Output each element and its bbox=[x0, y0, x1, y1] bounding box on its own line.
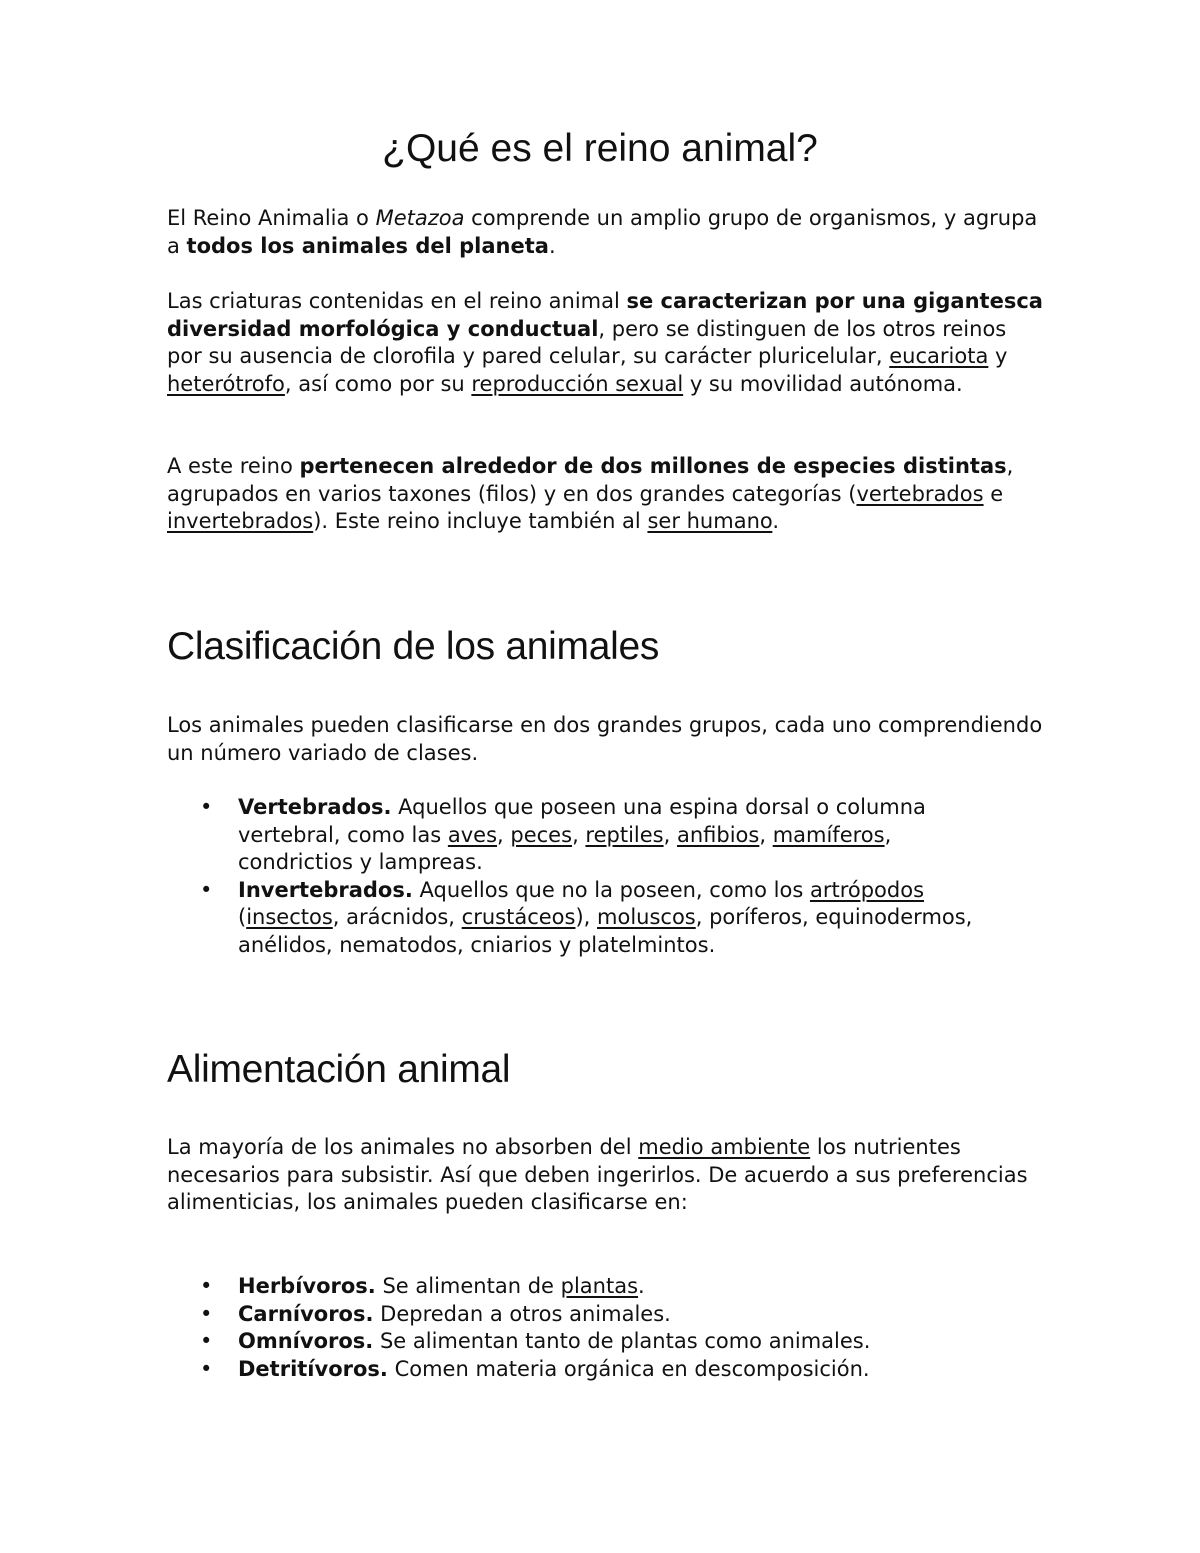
link-artropodos[interactable]: artrópodos bbox=[809, 877, 925, 902]
text: y su movilidad autónoma. bbox=[683, 371, 963, 396]
text: , condrictios y lampreas. bbox=[238, 822, 892, 874]
link-vertebrados[interactable]: vertebrados bbox=[856, 481, 984, 506]
text: , poríferos, equinodermos, anélidos, nematodos, cniarios y platelmintos. bbox=[238, 905, 973, 957]
text: los nutrientes necesarios para subsistir. Así que deben ingerirlos. De acuerdo a sus preferencias alimenticias, los animales pueden clasificarse en: bbox=[167, 1135, 1028, 1214]
link-anfibios[interactable]: anfibios bbox=[676, 822, 760, 847]
clasificacion-paragraph: Los animales pueden clasificarse en dos grandes grupos, cada uno comprendiendo un número variado de clases. bbox=[167, 713, 1043, 765]
text: . bbox=[548, 233, 556, 258]
heading-alimentacion: Alimentación animal bbox=[167, 1048, 511, 1091]
term-detritivoros: Detritívoros. bbox=[238, 1356, 388, 1381]
text: La mayoría de los animales no absorben del bbox=[167, 1135, 639, 1159]
text: Comen materia orgánica en descomposición. bbox=[387, 1356, 870, 1381]
term-invertebrados: Invertebrados. bbox=[238, 877, 413, 902]
intro-paragraph-3 bbox=[167, 453, 1047, 536]
alimentacion-list bbox=[167, 1273, 997, 1383]
text: Aquellos que no la poseen, como los bbox=[412, 877, 810, 902]
text: comprende un amplio grupo de organismos, y agrupa a bbox=[167, 206, 1038, 258]
link-reproduccion-sexual[interactable]: reproducción sexual bbox=[471, 371, 684, 396]
alimentacion-paragraph bbox=[167, 1134, 1047, 1217]
text: . bbox=[772, 509, 780, 533]
bullet-icon: • bbox=[200, 1329, 213, 1353]
text: ( bbox=[238, 905, 247, 929]
bullet-icon: • bbox=[200, 1356, 213, 1381]
link-medio-ambiente[interactable]: medio ambiente bbox=[638, 1135, 811, 1159]
text: ). Este reino incluye también al bbox=[313, 509, 648, 533]
intro-paragraph-2 bbox=[167, 288, 1047, 398]
clasificacion-list bbox=[167, 794, 997, 959]
text: Aquellos que poseen una espina dorsal o columna vertebral, como las bbox=[238, 795, 926, 847]
link-invertebrados[interactable]: invertebrados bbox=[167, 509, 314, 533]
text: Se alimentan tanto de plantas como animales. bbox=[373, 1329, 871, 1353]
text: Las criaturas contenidas en el reino animal bbox=[167, 289, 627, 313]
link-moluscos[interactable]: moluscos bbox=[597, 905, 696, 929]
text: Se alimentan de bbox=[375, 1274, 561, 1298]
link-heterotrofo[interactable]: heterótrofo bbox=[167, 371, 285, 396]
text: . bbox=[638, 1274, 645, 1298]
term-omnivoros: Omnívoros. bbox=[238, 1329, 374, 1353]
text: , bbox=[497, 822, 511, 847]
text: ), bbox=[575, 905, 598, 929]
list-item-omnivoros bbox=[167, 1328, 997, 1356]
link-mamiferos[interactable]: mamíferos bbox=[772, 822, 885, 847]
list-item-detritivoros bbox=[167, 1356, 997, 1384]
text: El Reino Animalia o bbox=[167, 206, 376, 230]
link-insectos[interactable]: insectos bbox=[246, 905, 333, 929]
italic-term-metazoa: Metazoa bbox=[375, 206, 465, 230]
text: , bbox=[759, 822, 773, 847]
link-eucariota[interactable]: eucariota bbox=[889, 344, 989, 368]
term-vertebrados: Vertebrados. bbox=[238, 795, 392, 819]
text: , pero se distinguen de los otros reinos por su ausencia de clorofila y pared celular, su carácter pluricelular, bbox=[167, 316, 1007, 368]
bold-phrase: todos los animales del planeta bbox=[186, 233, 549, 258]
intro-paragraph-1 bbox=[167, 205, 1047, 260]
term-herbivoros: Herbívoros. bbox=[238, 1274, 376, 1298]
text: Depredan a otros animales. bbox=[373, 1301, 671, 1326]
bold-phrase: se caracterizan por una gigantesca diversidad morfológica y conductual bbox=[167, 289, 1043, 341]
term-carnivoros: Carnívoros. bbox=[238, 1301, 374, 1326]
text: , bbox=[572, 822, 586, 847]
page-title: ¿Qué es el reino animal? bbox=[382, 127, 818, 170]
bullet-icon: • bbox=[200, 877, 213, 902]
bullet-icon: • bbox=[200, 1301, 213, 1326]
text: , arácnidos, bbox=[332, 905, 462, 929]
link-crustaceos[interactable]: crustáceos bbox=[461, 905, 576, 929]
list-item-vertebrados bbox=[167, 794, 997, 877]
link-plantas[interactable]: plantas bbox=[560, 1274, 639, 1298]
link-aves[interactable]: aves bbox=[447, 822, 498, 847]
text: A este reino bbox=[167, 454, 300, 478]
link-peces[interactable]: peces bbox=[510, 822, 573, 847]
text: , bbox=[663, 822, 677, 847]
list-item-invertebrados bbox=[167, 877, 997, 960]
link-ser-humano[interactable]: ser humano bbox=[647, 509, 773, 533]
link-reptiles[interactable]: reptiles bbox=[585, 822, 664, 847]
text: e bbox=[983, 481, 1004, 506]
text: y bbox=[988, 344, 1008, 368]
text: , agrupados en varios taxones (filos) y en dos grandes categorías ( bbox=[167, 454, 1014, 506]
heading-clasificacion: Clasificación de los animales bbox=[167, 625, 660, 668]
list-item-carnivoros bbox=[167, 1301, 997, 1329]
bold-phrase: pertenecen alrededor de dos millones de especies distintas bbox=[299, 454, 1007, 478]
list-item-herbivoros bbox=[167, 1273, 997, 1301]
bullet-icon: • bbox=[200, 795, 213, 819]
text: , así como por su bbox=[284, 371, 472, 396]
bullet-icon: • bbox=[200, 1274, 213, 1298]
